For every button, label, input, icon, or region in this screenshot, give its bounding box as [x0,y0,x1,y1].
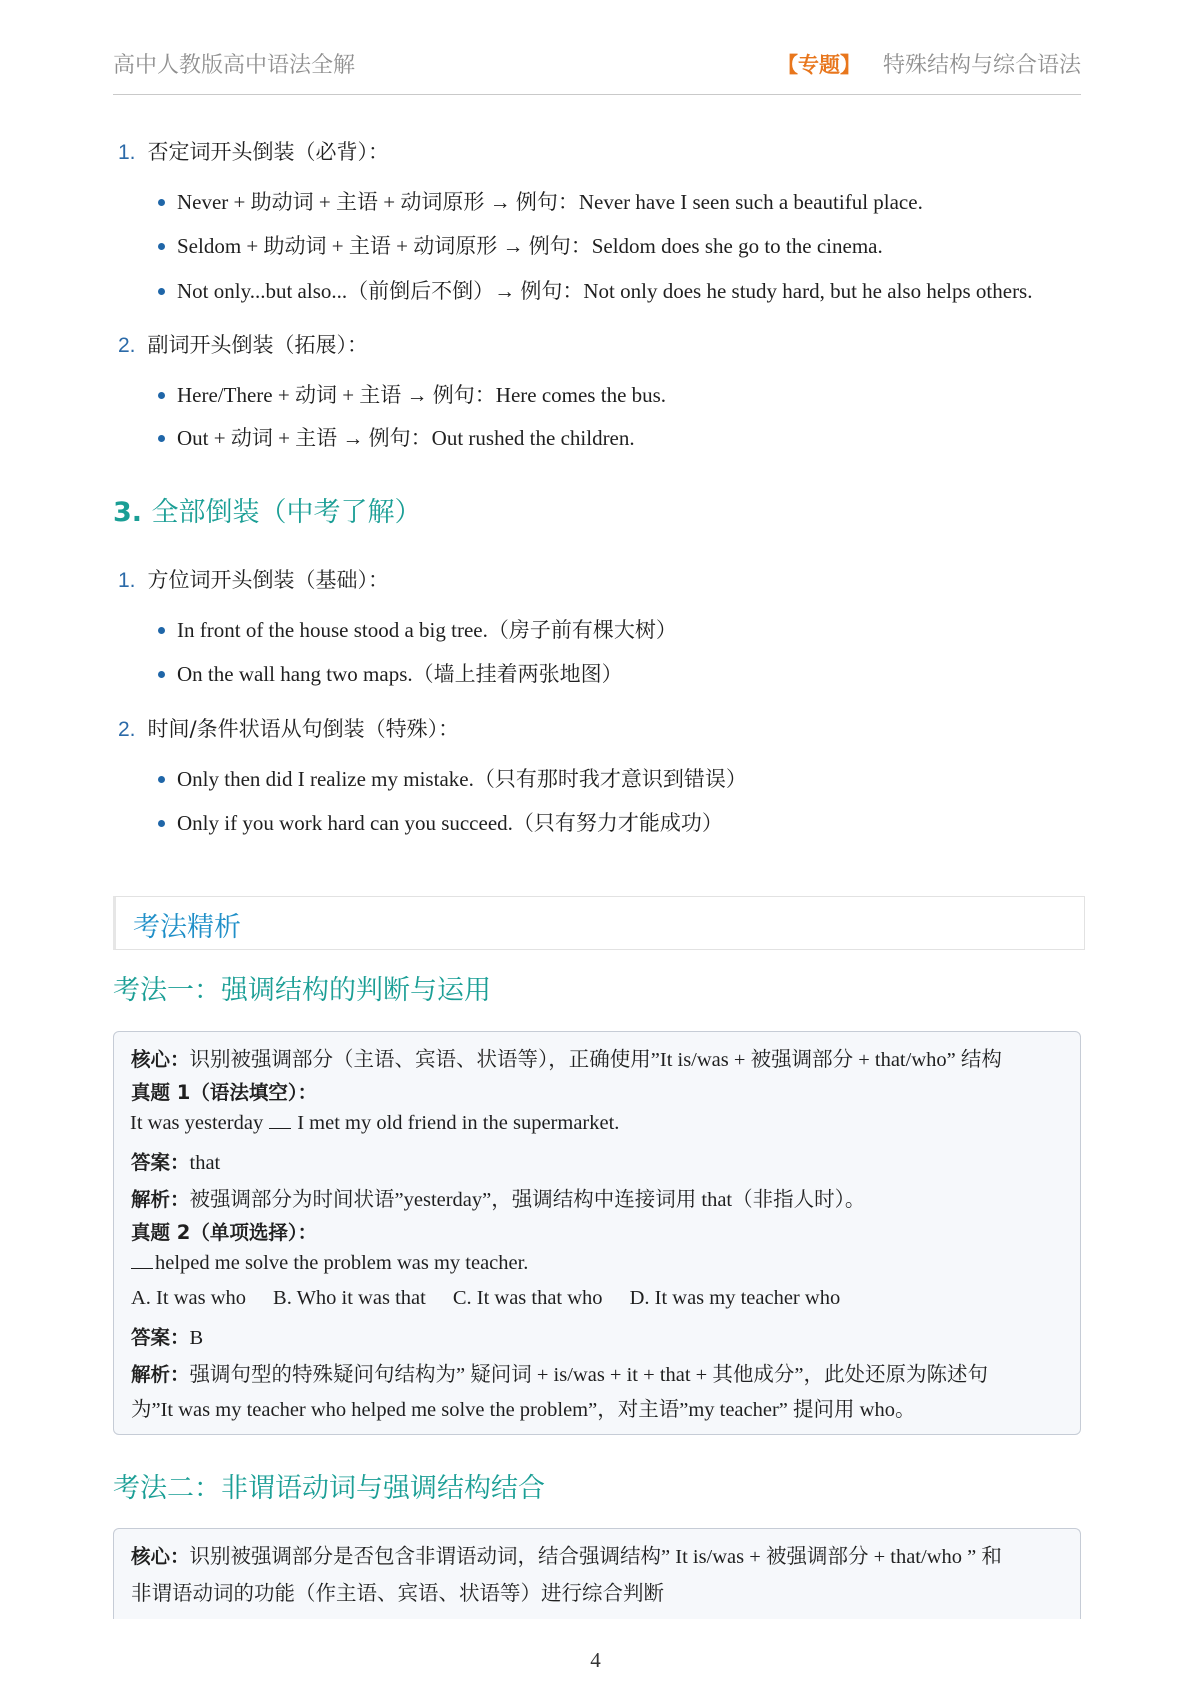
bullet-icon [158,392,165,399]
core-text: 识别被强调部分（主语、宾语、状语等），正确使用”It is/was + 被强调部分 + that/who” 结构 [189,1049,1002,1071]
bullet-item [158,614,677,644]
bullet-text: Never + 助动词 + 主语 + 动词原形 → 例句：Never have I seen such a beautiful place. [177,190,923,214]
page-number: 4 [590,1648,601,1672]
bullet-text: Out + 动词 + 主语 → 例句：Out rushed the children. [177,426,635,450]
list-item-clause-inversion [118,713,459,743]
bullet-item [158,186,923,216]
core-text: 非谓语动词的功能（作主语、宾语、状语等）进行综合判断 [131,1583,664,1605]
bullet-item [158,807,723,837]
chapter-title [777,48,1081,79]
answer-blank [131,1254,153,1269]
bullet-icon [158,820,165,827]
option-b: B. Who it was that [273,1287,426,1309]
question-two-options [131,1287,840,1310]
bullet-text: Seldom + 助动词 + 主语 + 动词原形 → 例句：Seldom does she go to the cinema. [177,234,883,258]
heading-number: 3. [113,497,143,528]
bullet-item [158,763,747,793]
question-label: 真题 2（单项选择）： [131,1221,318,1244]
bullet-text: Here/There + 动词 + 主语 → 例句：Here comes the bus. [177,383,667,407]
answer-text: B [189,1327,204,1349]
bullet-item [158,379,666,409]
topic-tag: 【专题】 [776,53,861,77]
item-number: 2. [118,718,136,741]
answer-blank [269,1114,291,1129]
question-two-analysis-cont [131,1392,915,1422]
question-two-stem [131,1252,528,1275]
bullet-icon [158,435,165,442]
analysis-text: 被强调部分为时间状语”yesterday”，强调结构中连接词用 that（非指人时）。 [189,1189,866,1211]
bullet-icon [158,243,165,250]
analysis-text: 强调句型的特殊疑问句结构为” 疑问词 + is/was + it + that + 其他成分”，此处还原为陈述句 [189,1364,988,1386]
question-one-analysis [131,1182,865,1212]
core-line [131,1042,1002,1072]
bullet-text: Not only...but also...（前倒后不倒）→ 例句：Not only does he study hard, but he also helps others. [177,279,1033,303]
section-heading-full-inversion [113,490,421,529]
bullet-icon [158,776,165,783]
item-number: 1. [118,569,136,592]
method-two-card [113,1528,1081,1619]
question-one-answer [131,1147,220,1175]
list-item-location-inversion [118,564,389,594]
item-title: 时间/条件状语从句倒装（特殊）： [147,717,460,741]
question-two-label [131,1217,317,1245]
core-line [131,1539,1002,1569]
stem-text: helped me solve the problem was my teacher. [155,1252,529,1274]
option-d: D. It was my teacher who [629,1287,841,1309]
answer-text: that [189,1152,221,1174]
section-title-box [113,896,1085,950]
method-one-card [113,1031,1081,1435]
page-header [113,44,1081,95]
item-title: 方位词开头倒装（基础）： [147,568,390,592]
bullet-item [158,230,883,260]
bullet-icon [158,288,165,295]
stem-before: It was yesterday [130,1112,264,1134]
answer-label: 答案： [131,1151,190,1174]
item-title: 副词开头倒装（拓展）： [147,333,369,357]
core-label: 核心： [131,1048,190,1071]
analysis-text: 为”It was my teacher who helped me solve the problem”，对主语”my teacher” 提问用 who。 [131,1399,916,1421]
book-title: 高中人教版高中语法全解 [113,52,356,77]
list-item-negative-inversion [118,136,389,166]
method-one-heading: 考法一：强调结构的判断与运用 [113,975,491,1006]
question-one-label [131,1077,317,1105]
core-label: 核心： [131,1545,190,1568]
bullet-item [158,422,635,452]
bullet-item [158,658,623,688]
bullet-text: On the wall hang two maps.（墙上挂着两张地图） [177,662,623,686]
option-a: A. It was who [131,1287,247,1309]
heading-text: 全部倒装（中考了解） [151,497,422,528]
answer-label: 答案： [131,1326,190,1349]
question-two-answer [131,1322,203,1350]
list-item-adverb-inversion [118,329,368,359]
bullet-icon [158,627,165,634]
analysis-label: 解析： [131,1188,190,1211]
question-label: 真题 1（语法填空）： [131,1081,318,1104]
core-line-cont [131,1576,664,1606]
bullet-text: Only then did I realize my mistake.（只有那时我才意识到错误） [177,767,747,791]
option-c: C. It was that who [452,1287,603,1309]
question-one-stem [130,1112,619,1135]
bullet-item [158,275,1032,305]
item-number: 1. [118,141,136,164]
analysis-label: 解析： [131,1363,190,1386]
bullet-text: Only if you work hard can you succeed.（只有努力才能成功） [177,811,723,835]
method-two-heading: 考法二：非谓语动词与强调结构结合 [113,1473,545,1504]
item-number: 2. [118,334,136,357]
question-two-analysis [131,1357,988,1387]
item-title: 否定词开头倒装（必背）： [147,140,390,164]
bullet-text: In front of the house stood a big tree.（房子前有棵大树） [177,618,677,642]
core-text: 识别被强调部分是否包含非谓语动词，结合强调结构” It is/was + 被强调部分 + that/who ” 和 [189,1546,1002,1568]
bullet-icon [158,199,165,206]
stem-after: I met my old friend in the supermarket. [297,1112,620,1134]
section-title: 考法精析 [133,912,241,943]
bullet-icon [158,671,165,678]
chapter-name: 特殊结构与综合语法 [882,52,1081,77]
